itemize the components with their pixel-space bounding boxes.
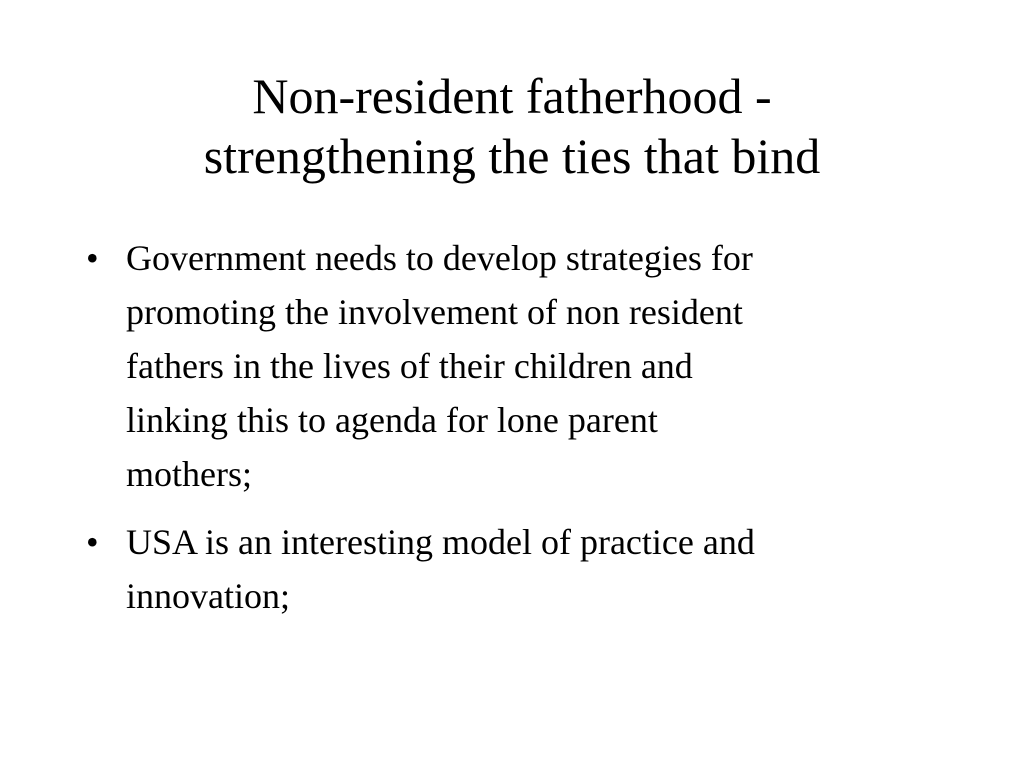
slide-title xyxy=(60,66,964,186)
slide-title-line-1: Non-resident fatherhood - xyxy=(252,68,772,124)
bullet-line: USA is an interesting model of practice and xyxy=(126,522,755,562)
bullet-icon: • xyxy=(86,522,99,562)
slide-title-line-2: strengthening the ties that bind xyxy=(203,128,821,184)
bullet-line: Government needs to develop strategies for xyxy=(126,238,753,278)
bullet-line: mothers; xyxy=(126,454,252,494)
bullet-item-usa-model xyxy=(86,515,946,623)
bullet-line: fathers in the lives of their children and xyxy=(126,346,693,386)
bullet-list xyxy=(86,231,946,637)
bullet-line: promoting the involvement of non resident xyxy=(126,292,743,332)
bullet-item-government-strategies xyxy=(86,231,946,501)
bullet-line: linking this to agenda for lone parent xyxy=(126,400,658,440)
bullet-line: innovation; xyxy=(126,576,290,616)
bullet-icon: • xyxy=(86,238,99,278)
